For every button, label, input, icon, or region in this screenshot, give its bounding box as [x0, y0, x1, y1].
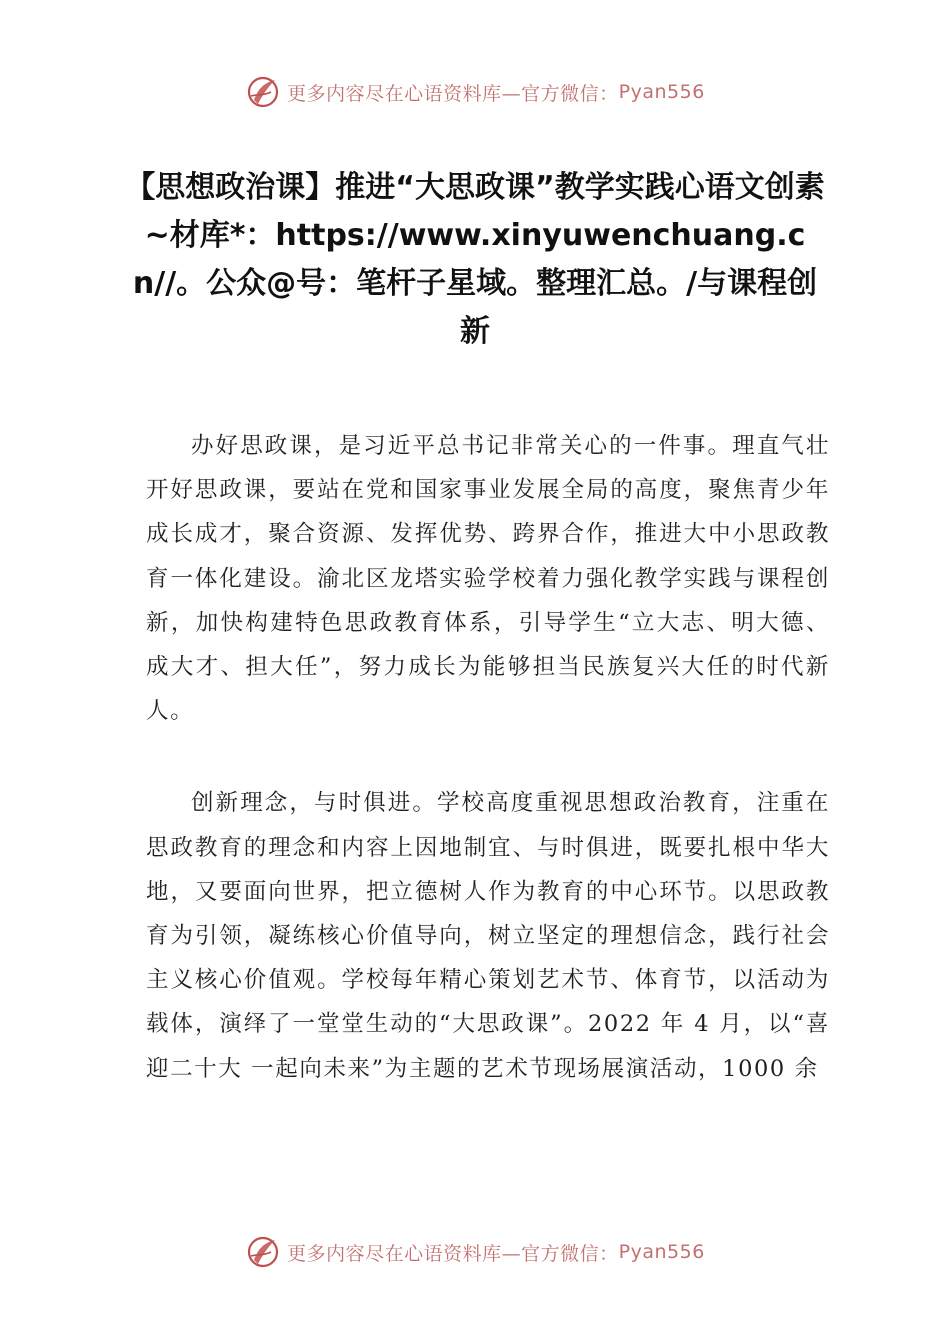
- document-body: [146, 424, 830, 1139]
- paragraph-2: 创新理念，与时俱进。学校高度重视思想政治教育，注重在思政教育的理念和内容上因地制宜、与时俱进，既要扎根中华大地，又要面向世界，把立德树人作为教育的中心环节。以思政教育为引领，凝练核心价值导向，树立坚定的理想信念，践行社会主义核心价值观。学校每年精心策划艺术节、体育节，以活动为载体，演绎了一堂堂生动的“大思政课”。2022 年 4 月，以“喜迎二十大 一起向未来”为主题的艺术节现场展演活动，1000 余: [146, 790, 830, 1082]
- banner-contact: Pyan556: [618, 1241, 705, 1263]
- banner-contact: Pyan556: [618, 81, 705, 103]
- banner-text: 更多内容尽在心语资料库—官方微信：: [287, 82, 619, 105]
- banner-text: 更多内容尽在心语资料库—官方微信：: [287, 1242, 619, 1265]
- brand-logo-icon: [245, 74, 281, 110]
- paragraph-1: 办好思政课，是习近平总书记非常关心的一件事。理直气壮开好思政课，要站在党和国家事业发展全局的高度，聚焦青少年成长成才，聚合资源、发挥优势、跨界合作，推进大中小思政教育一体化建设。渝北区龙塔实验学校着力强化教学实践与课程创新，加快构建特色思政教育体系，引导学生“立大志、明大德、成大才、担大任”，努力成长为能够担当民族复兴大任的时代新人。: [146, 433, 830, 725]
- footer-banner: [0, 1232, 950, 1272]
- header-banner: [0, 72, 950, 112]
- brand-logo-icon: [245, 1234, 281, 1270]
- document-title: 【思想政治课】推进“大思政课”教学实践心语文创素~材库*：https://www.xinyuwenchuang.cn//。公众@号：笔杆子星域。整理汇总。/与课程创新: [125, 170, 825, 349]
